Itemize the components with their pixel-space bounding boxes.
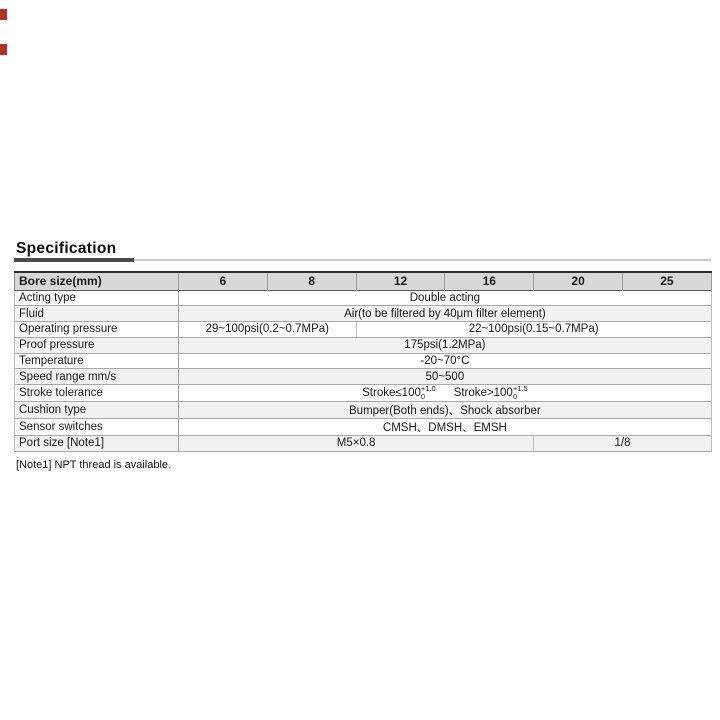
table-header-row [15, 272, 712, 290]
table-row [15, 385, 712, 402]
specification-section [14, 240, 711, 471]
table-row [15, 369, 712, 385]
tolerance-lower: 0 [420, 392, 426, 402]
value-cell: Air(to be filtered by 40μm filter element) [179, 306, 712, 322]
row-label: Temperature [15, 353, 179, 369]
table-row [15, 290, 712, 306]
table-row [15, 322, 712, 338]
tolerance-upper: +1.0 [420, 384, 436, 394]
value-cell [179, 385, 712, 402]
value-cell: 175psi(1.2MPa) [179, 337, 712, 353]
row-label: Port size [Note1] [15, 435, 179, 451]
header-bore-20: 20 [534, 272, 623, 290]
header-bore-6: 6 [179, 272, 268, 290]
header-bore-8: 8 [267, 272, 356, 290]
value-cell: M5×0.8 [179, 435, 534, 451]
row-label: Speed range mm/s [15, 369, 179, 385]
table-row [15, 306, 712, 322]
value-cell: -20~70°C [179, 353, 712, 369]
section-title: Specification [16, 240, 117, 257]
tolerance-text: Stroke>100 [453, 387, 513, 400]
tolerance-limits [513, 385, 528, 401]
table-row [15, 401, 712, 418]
value-cell: Bumper(Both ends)、Shock absorber [179, 401, 712, 418]
footnote-note1: [Note1] NPT thread is available. [16, 458, 172, 471]
value-cell: 22~100psi(0.15~0.7MPa) [356, 322, 711, 338]
table-row [15, 418, 712, 435]
table-row [15, 435, 712, 451]
tolerance-text: Stroke≤100 [362, 387, 421, 400]
tolerance-lower: 0 [512, 392, 517, 402]
header-bore-25: 25 [622, 272, 711, 290]
row-label: Proof pressure [15, 337, 179, 353]
value-cell: 1/8 [534, 435, 712, 451]
table-row [15, 353, 712, 369]
title-underline-dark [14, 258, 134, 262]
title-underline [14, 258, 711, 262]
row-label: Acting type [15, 290, 179, 306]
tolerance-limits [421, 385, 436, 401]
value-cell: 29~100psi(0.2~0.7MPa) [179, 322, 357, 338]
row-label: Fluid [15, 306, 179, 322]
red-edge-mark-bottom [0, 44, 7, 55]
header-bore-16: 16 [445, 272, 534, 290]
row-label: Cushion type [15, 401, 179, 418]
value-cell: CMSH、DMSH、EMSH [179, 418, 712, 435]
header-bore-12: 12 [356, 272, 445, 290]
row-label: Sensor switches [15, 418, 179, 435]
value-cell: Double acting [179, 290, 712, 306]
red-edge-mark-top [0, 9, 7, 20]
value-cell: 50~500 [179, 369, 712, 385]
row-label: Operating pressure [15, 322, 179, 338]
specification-table [14, 271, 712, 452]
tolerance-upper: +1.5 [512, 384, 528, 394]
row-label: Stroke tolerance [15, 385, 179, 402]
table-row [15, 337, 712, 353]
header-label-bore-size: Bore size(mm) [15, 272, 179, 290]
